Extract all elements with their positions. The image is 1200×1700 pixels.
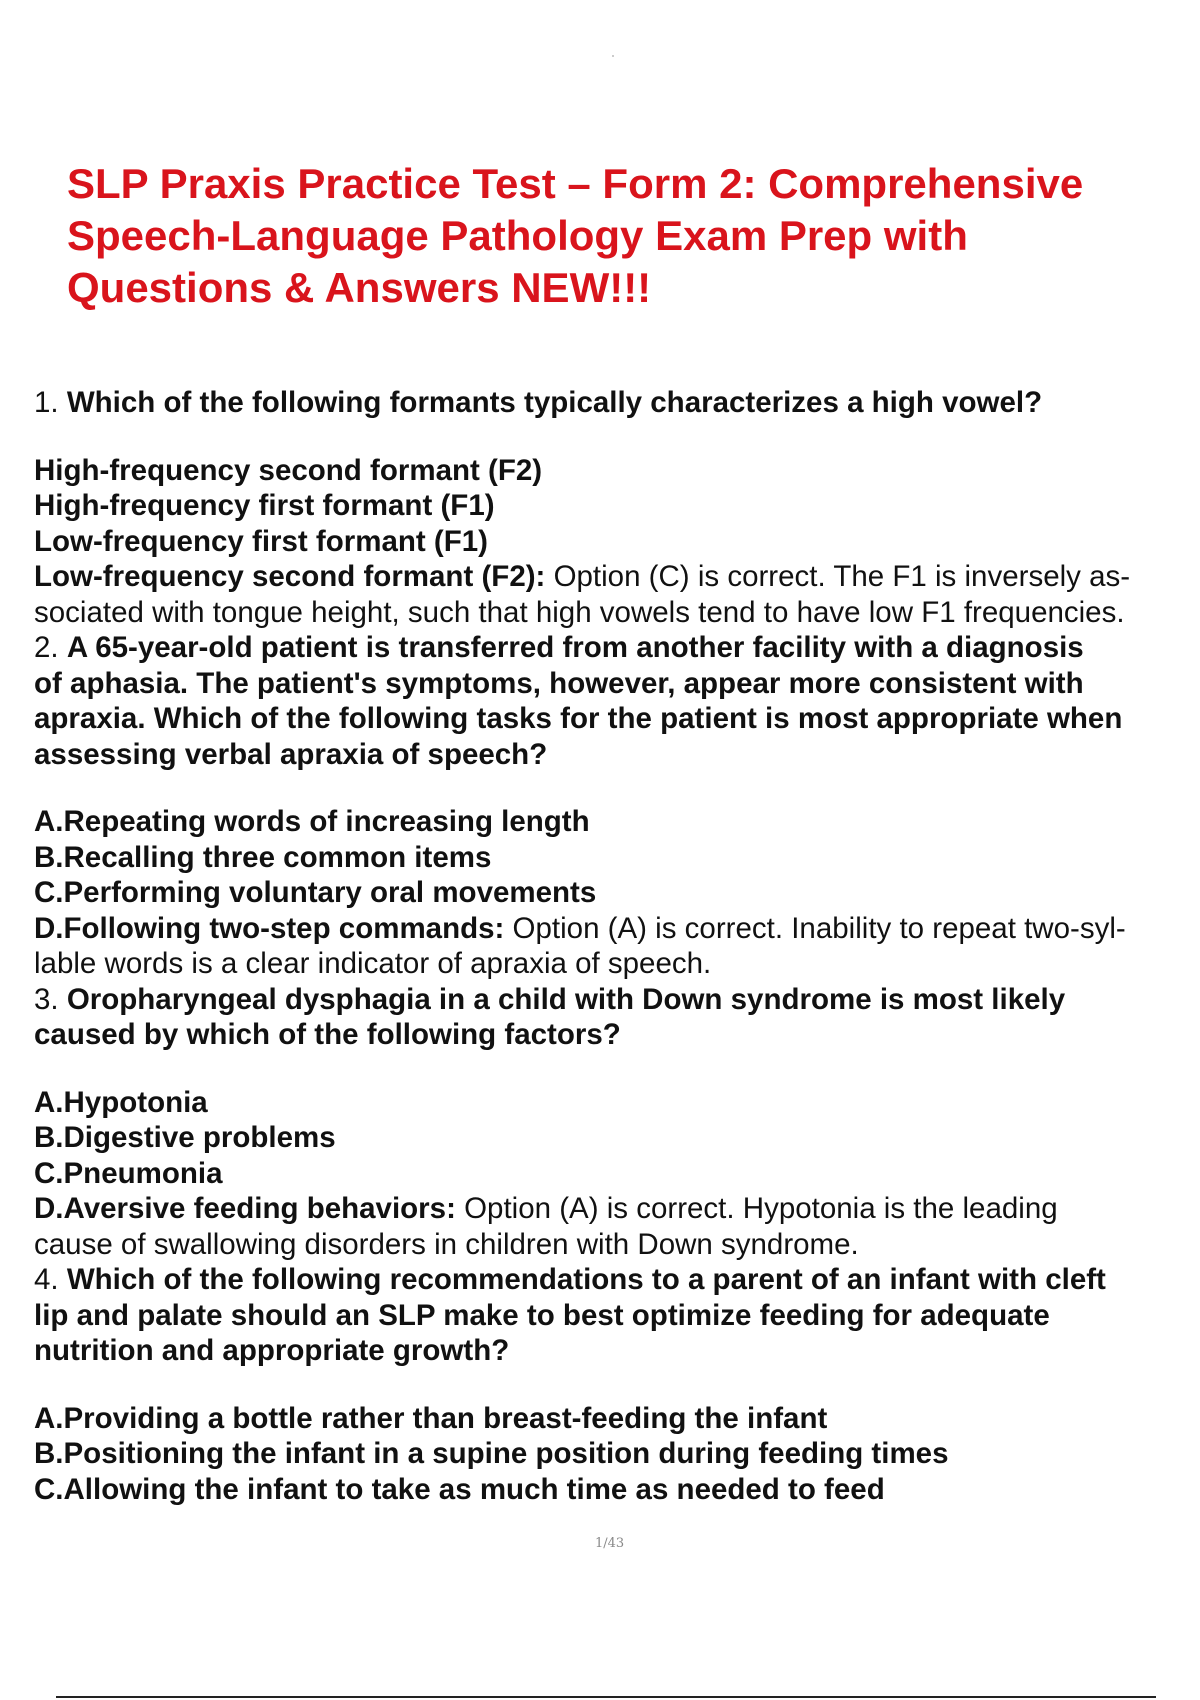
question-3 — [34, 982, 1194, 1018]
option-with-answer — [34, 911, 1194, 947]
option: A.Providing a bottle rather than breast-feeding the infant — [34, 1401, 828, 1435]
option: B.Positioning the infant in a supine position during feeding times — [34, 1437, 949, 1470]
bottom-rule — [56, 1696, 1156, 1698]
question-text: apraxia. Which of the following tasks for the patient is most appropriate when — [34, 702, 1123, 735]
title-line: Speech-Language Pathology Exam Prep with — [67, 212, 968, 259]
question-text: Which of the following formants typically characterizes a high vowel? — [66, 386, 1043, 419]
question-text: assessing verbal apraxia of speech? — [34, 737, 548, 771]
title-line: Questions & Answers NEW!!! — [67, 264, 652, 311]
question-text: Oropharyngeal dysphagia in a child with Down syndrome is most likely — [66, 982, 1066, 1016]
option: B.Digestive problems — [34, 1121, 336, 1154]
question-text: nutrition and appropriate growth? — [34, 1334, 510, 1367]
question-text: A 65-year-old patient is transferred from another facility with a diagnosis — [66, 631, 1084, 664]
question-number: 1. — [34, 386, 59, 419]
option: A.Repeating words of increasing length — [34, 805, 590, 838]
question-text: Which of the following recommendations to a parent of an infant with cleft — [66, 1263, 1106, 1296]
option: High-frequency first formant (F1) — [34, 489, 495, 522]
answer-explanation: Option (C) is correct. The F1 is inversely as- — [545, 560, 1131, 593]
answer-explanation: Option (A) is correct. Inability to repeat two-syl- — [504, 911, 1126, 945]
question-number: 4. — [34, 1263, 59, 1296]
questions-body — [34, 385, 1194, 1507]
option: C.Performing voluntary oral movements — [34, 876, 597, 909]
option: Low-frequency second formant (F2): — [34, 560, 546, 593]
answer-explanation: sociated with tongue height, such that high vowels tend to have low F1 frequencies. — [34, 595, 1125, 629]
question-text: of aphasia. The patient's symptoms, however, appear more consistent with — [34, 666, 1084, 700]
title-line: SLP Praxis Practice Test – Form 2: Comprehensive — [67, 160, 1084, 207]
answer-explanation: lable words is a clear indicator of apraxia of speech. — [34, 947, 712, 980]
option: C.Allowing the infant to take as much time as needed to feed — [34, 1472, 885, 1506]
question-text: caused by which of the following factors? — [34, 1018, 621, 1051]
option: Low-frequency first formant (F1) — [34, 524, 488, 558]
page-number: 1/43 — [595, 1536, 625, 1551]
option: D.Aversive feeding behaviors: — [34, 1192, 456, 1225]
option: B.Recalling three common items — [34, 840, 492, 874]
option: A.Hypotonia — [34, 1085, 208, 1119]
question-4 — [34, 1262, 1194, 1298]
option: D.Following two-step commands: — [34, 911, 505, 945]
option-with-answer — [34, 1191, 1194, 1227]
answer-explanation: cause of swallowing disorders in children with Down syndrome. — [34, 1227, 859, 1261]
option-with-answer — [34, 559, 1194, 595]
scan-speck — [612, 55, 614, 57]
question-number: 3. — [34, 982, 59, 1016]
question-number: 2. — [34, 631, 59, 664]
question-1 — [34, 385, 1194, 421]
option: High-frequency second formant (F2) — [34, 453, 543, 487]
option: C.Pneumonia — [34, 1156, 223, 1190]
question-2 — [34, 630, 1194, 666]
answer-explanation: Option (A) is correct. Hypotonia is the leading — [455, 1192, 1058, 1225]
document-title — [67, 158, 1157, 314]
question-text: lip and palate should an SLP make to best optimize feeding for adequate — [34, 1298, 1050, 1332]
